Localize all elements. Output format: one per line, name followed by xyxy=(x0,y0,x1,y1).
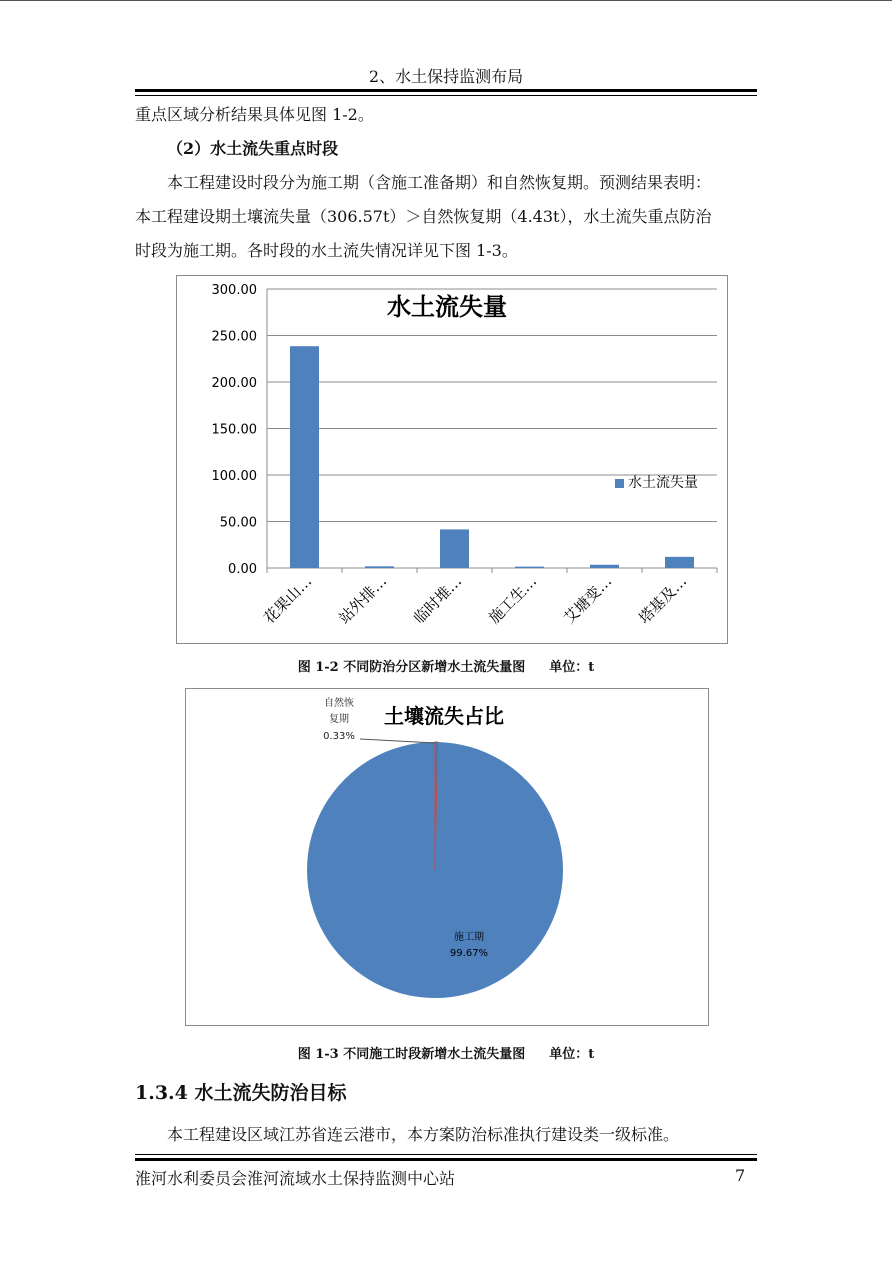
y-tick-label-6: 300.00 xyxy=(211,283,257,298)
pie-chart xyxy=(186,689,708,1025)
y-tick-label-0: 0.00 xyxy=(228,562,257,577)
para-line-3: 时段为施工期。各时段的水土流失情况详见下图 1-3。 xyxy=(135,241,518,260)
pie-label-1-name-a: 自然恢 xyxy=(324,698,354,709)
legend-label: 水土流失量 xyxy=(628,475,698,491)
section-heading: 1.3.4 水土流失防治目标 xyxy=(135,1082,347,1104)
figure-1-3-caption xyxy=(135,1043,757,1062)
para-line-1: 本工程建设时段分为施工期（含施工准备期）和自然恢复期。预测结果表明： xyxy=(167,173,712,192)
pie-chart-frame xyxy=(185,688,709,1026)
y-tick-label-4: 200.00 xyxy=(211,376,257,391)
bar-5 xyxy=(665,557,694,568)
x-tick-label-5: 塔基及… xyxy=(635,572,691,628)
section-text: 本工程建设区域江苏省连云港市，本方案防治标准执行建设类一级标准。 xyxy=(167,1125,680,1144)
pie-label-1-value: 0.33% xyxy=(323,731,355,742)
pie-leader-line xyxy=(360,739,435,743)
x-tick-label-4: 艾塘变… xyxy=(560,572,616,628)
bar-4 xyxy=(590,565,619,568)
footer-rule-thick xyxy=(135,1158,757,1161)
bar-chart-frame xyxy=(176,275,728,644)
bar-chart xyxy=(177,276,727,643)
y-tick-label-3: 150.00 xyxy=(211,422,257,438)
page-number: 7 xyxy=(735,1166,746,1185)
footer-rule-thin xyxy=(135,1154,757,1155)
y-tick-label-5: 250.00 xyxy=(211,329,257,345)
header-rule-thick xyxy=(135,89,757,92)
x-tick-label-3: 施工生… xyxy=(485,572,541,628)
bar-chart-title: 水土流失量 xyxy=(387,293,507,321)
pie-label-1-name-b: 复期 xyxy=(329,714,349,725)
bar-0 xyxy=(290,346,319,568)
x-tick-label-1: 站外排… xyxy=(335,572,391,628)
footer-organization: 淮河水利委员会淮河流域水土保持监测中心站 xyxy=(135,1169,456,1188)
figure-1-2-caption xyxy=(135,656,757,675)
para-line-2: 本工程建设期土壤流失量（306.57t）＞自然恢复期（4.43t），水土流失重点防治 xyxy=(135,207,712,226)
pie-chart-title: 土壤流失占比 xyxy=(384,704,504,728)
y-tick-label-2: 100.00 xyxy=(211,469,257,484)
y-tick-label-1: 50.00 xyxy=(219,515,257,531)
figure-1-3-unit: 单位：t xyxy=(549,1047,595,1062)
page-header-title: 2、水土保持监测布局 xyxy=(368,67,524,86)
x-tick-label-0: 花果山… xyxy=(260,572,316,628)
figure-1-2-caption-text: 图 1-2 不同防治分区新增水土流失量图 xyxy=(297,660,526,675)
bar-2 xyxy=(440,529,469,568)
figure-1-3-caption-text: 图 1-3 不同施工时段新增水土流失量图 xyxy=(297,1047,526,1062)
legend-swatch xyxy=(615,479,624,488)
bar-1 xyxy=(365,566,394,568)
subsection-heading: （2）水土流失重点时段 xyxy=(167,139,339,158)
page-top-border xyxy=(0,0,892,1)
intro-line: 重点区域分析结果具体见图 1-2。 xyxy=(135,105,374,124)
figure-1-2-unit: 单位：t xyxy=(549,660,595,675)
pie-label-0-name: 施工期 xyxy=(454,932,484,943)
body-text xyxy=(135,98,757,268)
pie-label-0-value: 99.67% xyxy=(449,948,489,959)
bar-3 xyxy=(515,567,544,568)
header-rule-thin xyxy=(135,95,757,96)
x-tick-label-2: 临时堆… xyxy=(410,572,466,628)
